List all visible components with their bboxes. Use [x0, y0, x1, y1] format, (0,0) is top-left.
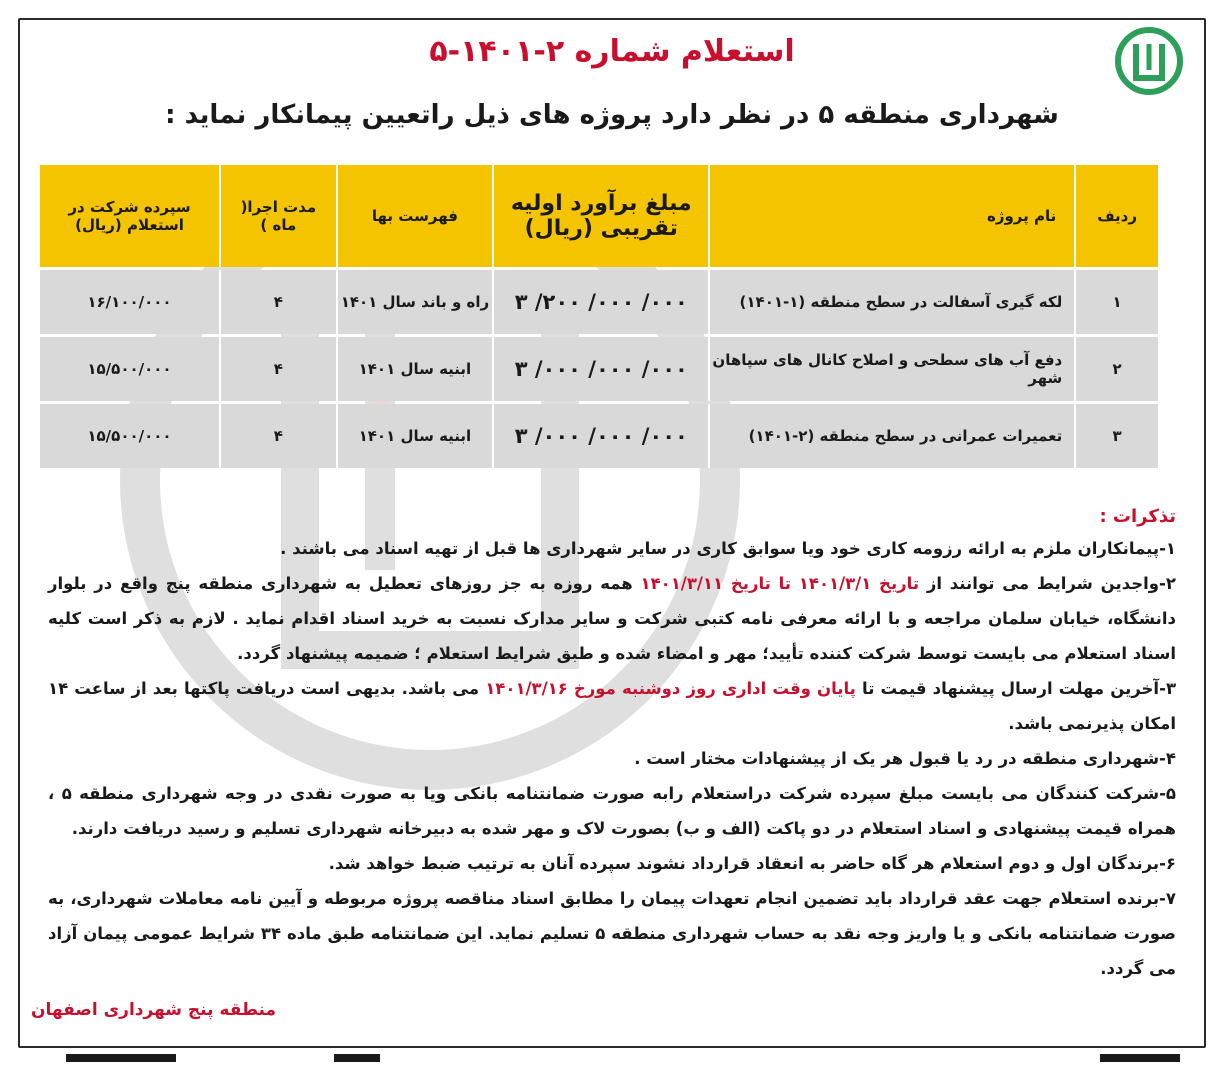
cell-row-no: ۲: [1074, 337, 1158, 401]
note-6: ۶-برندگان اول و دوم استعلام هر گاه حاضر به انعقاد قرارداد نشوند سپرده آنان به ترتیب ضبط خواهد شد.: [328, 854, 1176, 873]
note-2-date-range: تاریخ ۱۴۰۱/۳/۱ تا تاریخ ۱۴۰۱/۳/۱۱: [640, 574, 920, 593]
cell-project-name: تعمیرات عمرانی در سطح منطقه (۲-۱۴۰۱): [708, 404, 1074, 468]
cell-price-list: ابنیه سال ۱۴۰۱: [336, 337, 492, 401]
cell-duration: ۴: [219, 404, 336, 468]
cell-amount: ۰۰۰/ ۰۰۰/ ۰۰۰/ ۳: [492, 337, 708, 401]
notice-title: استعلام شماره ۲-۱۴۰۱-۵: [429, 34, 795, 69]
cell-deposit: ۱۶/۱۰۰/۰۰۰: [38, 270, 219, 334]
cell-amount: ۰۰۰/ ۰۰۰/ ۲۰۰/ ۳: [492, 270, 708, 334]
cell-deposit: ۱۵/۵۰۰/۰۰۰: [38, 337, 219, 401]
notice-subtitle: شهرداری منطقه ۵ در نظر دارد پروژه های ذیل راتعیین پیمانکار نماید :: [165, 100, 1059, 130]
note-2: [48, 566, 1176, 671]
header-duration: مدت اجرا( ماه ): [219, 165, 336, 267]
note-3-deadline: پایان وقت اداری روز دوشنبه مورخ ۱۴۰۱/۳/۱۶: [485, 679, 856, 698]
notes-section: [48, 506, 1176, 986]
header-row-no: ردیف: [1074, 165, 1158, 267]
note-3-part-1: ۳-آخرین مهلت ارسال پیشنهاد قیمت تا: [855, 679, 1177, 698]
table-header-row: [38, 165, 1158, 267]
note-4: ۴-شهرداری منطقه در رد یا قبول هر یک از پیشنهادات مختار است .: [634, 749, 1176, 768]
note-5: ۵-شرکت کنندگان می بایست مبلغ سپرده شرکت دراستعلام رابه صورت ضمانتنامه بانکی ویا به صورت نقدی در وجه شهرداری منطقه ۵ ، همراه قیمت پیشنهادی و اسناد استعلام در دو پاکت (الف و ب) بصورت لاک و مهر شده به دبیرخانه شهرداری تسلیم و رسید دریافت دارند.: [48, 784, 1176, 838]
table-row: [38, 270, 1158, 334]
table-row: [38, 404, 1158, 468]
header-project-name: نام پروژه: [708, 165, 1074, 267]
footer-bar: [66, 1054, 176, 1062]
header-deposit: سپرده شرکت در استعلام (ریال): [38, 165, 219, 267]
cell-amount: ۰۰۰/ ۰۰۰/ ۰۰۰/ ۳: [492, 404, 708, 468]
cell-project-name: دفع آب های سطحی و اصلاح کانال های سپاهان شهر: [708, 337, 1074, 401]
footer-bar: [334, 1054, 380, 1062]
projects-table: [38, 162, 1158, 471]
cell-duration: ۴: [219, 270, 336, 334]
cell-price-list: ابنیه سال ۱۴۰۱: [336, 404, 492, 468]
notes-heading: تذکرات :: [1099, 506, 1176, 527]
note-2-part-1: ۲-واجدین شرایط می توانند از: [919, 574, 1176, 593]
cell-row-no: ۱: [1074, 270, 1158, 334]
cell-deposit: ۱۵/۵۰۰/۰۰۰: [38, 404, 219, 468]
note-3: [48, 671, 1176, 741]
signature: منطقه پنج شهرداری اصفهان: [31, 1000, 276, 1020]
note-3-part-2: می باشد. بدیهی است دریافت پاکتها بعد از ساعت ۱۴ امکان پذیرنمی باشد.: [48, 679, 1176, 733]
header-estimated-amount: مبلغ برآورد اولیه تقریبی (ریال): [492, 165, 708, 267]
cell-project-name: لکه گیری آسفالت در سطح منطقه (۱-۱۴۰۱): [708, 270, 1074, 334]
table-row: [38, 337, 1158, 401]
note-2-part-2: همه روزه به جز روزهای تعطیل به شهرداری منطقه پنج واقع در بلوار دانشگاه، خیابان سلمان مراجعه و با ارائه معرفی نامه کتبی شرکت و سایر مدارک نسبت به خرید اسناد اقدام نماید . لازم به ذکر است کلیه اسناد استعلام می بایست توسط شرکت کننده تأیید؛ مهر و امضاء شده و طبق شرایط استعلام ؛ ضمیمه پیشنهاد گردد.: [48, 574, 1176, 663]
cell-row-no: ۳: [1074, 404, 1158, 468]
cell-price-list: راه و باند سال ۱۴۰۱: [336, 270, 492, 334]
cell-duration: ۴: [219, 337, 336, 401]
note-1: ۱-پیمانکاران ملزم به ارائه رزومه کاری خود ویا سوابق کاری در سایر شهرداری ها قبل از تهیه اسناد می باشند .: [280, 539, 1176, 558]
header-price-list: فهرست بها: [336, 165, 492, 267]
footer-bar: [1100, 1054, 1180, 1062]
note-7: ۷-برنده استعلام جهت عقد قرارداد باید تضمین انجام تعهدات پیمان را مطابق اسناد مناقصه پروژه مربوطه و آیین نامه معاملات شهرداری، به صورت ضمانتنامه بانکی و یا واریز وجه نقد به حساب شهرداری منطقه ۵ تسلیم نماید. این ضمانتنامه طبق ماده ۳۴ شرایط عمومی پیمان آزاد می گردد.: [48, 889, 1177, 978]
